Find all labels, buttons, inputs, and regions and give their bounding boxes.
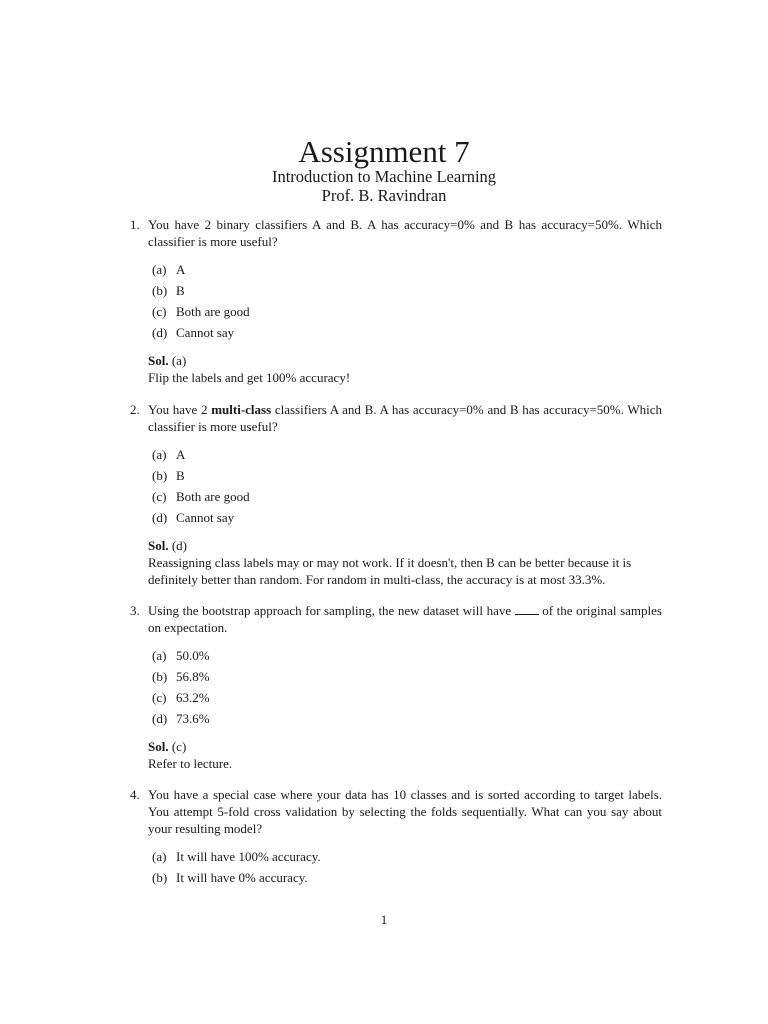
question-text-part: of the original samples on expectation. — [148, 603, 662, 635]
option-text: 50.0% — [176, 648, 210, 663]
question-text-part: classifiers A and B. A has accuracy=0% and B has accuracy=50%. Which classifier is more useful? — [148, 402, 662, 434]
question-number: 4. — [130, 787, 140, 802]
option-label: (a) — [152, 262, 167, 277]
option-item — [152, 708, 662, 729]
question-2 — [130, 401, 662, 588]
solution-answer: (d) — [171, 538, 188, 553]
option-text: Both are good — [176, 489, 250, 504]
option-label: (d) — [152, 325, 168, 340]
assignment-title: Assignment 7 — [298, 134, 470, 169]
fill-in-blank — [515, 604, 539, 615]
option-item — [152, 322, 662, 343]
question-number: 1. — [130, 217, 140, 232]
option-text: 56.8% — [176, 669, 210, 684]
solution-label: Sol. — [148, 739, 169, 754]
option-text: It will have 100% accuracy. — [176, 849, 321, 864]
option-text: 73.6% — [176, 711, 210, 726]
option-item — [152, 687, 662, 708]
instructor-name: Prof. B. Ravindran — [321, 186, 447, 205]
solution-explanation: Reassigning class labels may or may not work. If it doesn't, then B can be better because it is definitely better than random. For random in multi-class, the accuracy is at most 33.3%. — [148, 555, 632, 587]
question-text: You have 2 binary classifiers A and B. A has accuracy=0% and B has accuracy=50%. Which classifier is more useful? — [148, 217, 662, 249]
option-item — [152, 666, 662, 687]
solution-explanation: Refer to lecture. — [148, 756, 233, 771]
options-list — [152, 444, 662, 528]
option-item — [152, 280, 662, 301]
option-item — [152, 301, 662, 322]
question-4 — [130, 786, 662, 888]
option-text: It will have 0% accuracy. — [176, 870, 308, 885]
option-text: Cannot say — [176, 510, 235, 525]
question-1 — [130, 216, 662, 386]
option-item — [152, 507, 662, 528]
options-list — [152, 645, 662, 729]
solution-answer: (a) — [171, 353, 187, 368]
solution-explanation: Flip the labels and get 100% accuracy! — [148, 370, 351, 385]
option-label: (a) — [152, 648, 167, 663]
option-label: (b) — [152, 669, 168, 684]
option-item — [152, 867, 662, 888]
option-label: (c) — [152, 304, 167, 319]
question-text-part: You have 2 — [148, 402, 212, 417]
question-text: You have a special case where your data has 10 classes and is sorted according to target labels. You attempt 5-fold cross validation by selecting the folds sequentially. What can you say about your resulting model? — [148, 787, 662, 836]
solution — [148, 738, 662, 772]
page-number: 1 — [380, 912, 388, 927]
solution-label: Sol. — [148, 353, 169, 368]
option-label: (d) — [152, 510, 168, 525]
option-text: A — [176, 447, 186, 462]
options-list — [152, 259, 662, 343]
option-item — [152, 259, 662, 280]
option-text: Both are good — [176, 304, 250, 319]
question-emphasis: multi-class — [211, 402, 272, 417]
option-item — [152, 486, 662, 507]
option-label: (b) — [152, 283, 168, 298]
option-item — [152, 465, 662, 486]
option-label: (a) — [152, 849, 167, 864]
course-name: Introduction to Machine Learning — [271, 167, 497, 186]
question-text — [148, 602, 662, 636]
question-text — [148, 401, 662, 435]
option-item — [152, 645, 662, 666]
option-text: Cannot say — [176, 325, 235, 340]
question-3 — [130, 602, 662, 772]
option-label: (c) — [152, 690, 167, 705]
option-item — [152, 846, 662, 867]
option-label: (d) — [152, 711, 168, 726]
option-item — [152, 444, 662, 465]
option-text: A — [176, 262, 186, 277]
solution — [148, 352, 662, 386]
option-label: (b) — [152, 870, 168, 885]
options-list — [152, 846, 662, 888]
question-text-part: Using the bootstrap approach for sampling, the new dataset will have — [148, 603, 515, 618]
solution-label: Sol. — [148, 538, 169, 553]
option-text: 63.2% — [176, 690, 210, 705]
question-number: 3. — [130, 603, 140, 618]
option-label: (b) — [152, 468, 168, 483]
option-label: (a) — [152, 447, 167, 462]
option-text: B — [176, 468, 185, 483]
solution-answer: (c) — [171, 739, 187, 754]
solution — [148, 537, 662, 588]
option-text: B — [176, 283, 185, 298]
option-label: (c) — [152, 489, 167, 504]
question-number: 2. — [130, 402, 140, 417]
